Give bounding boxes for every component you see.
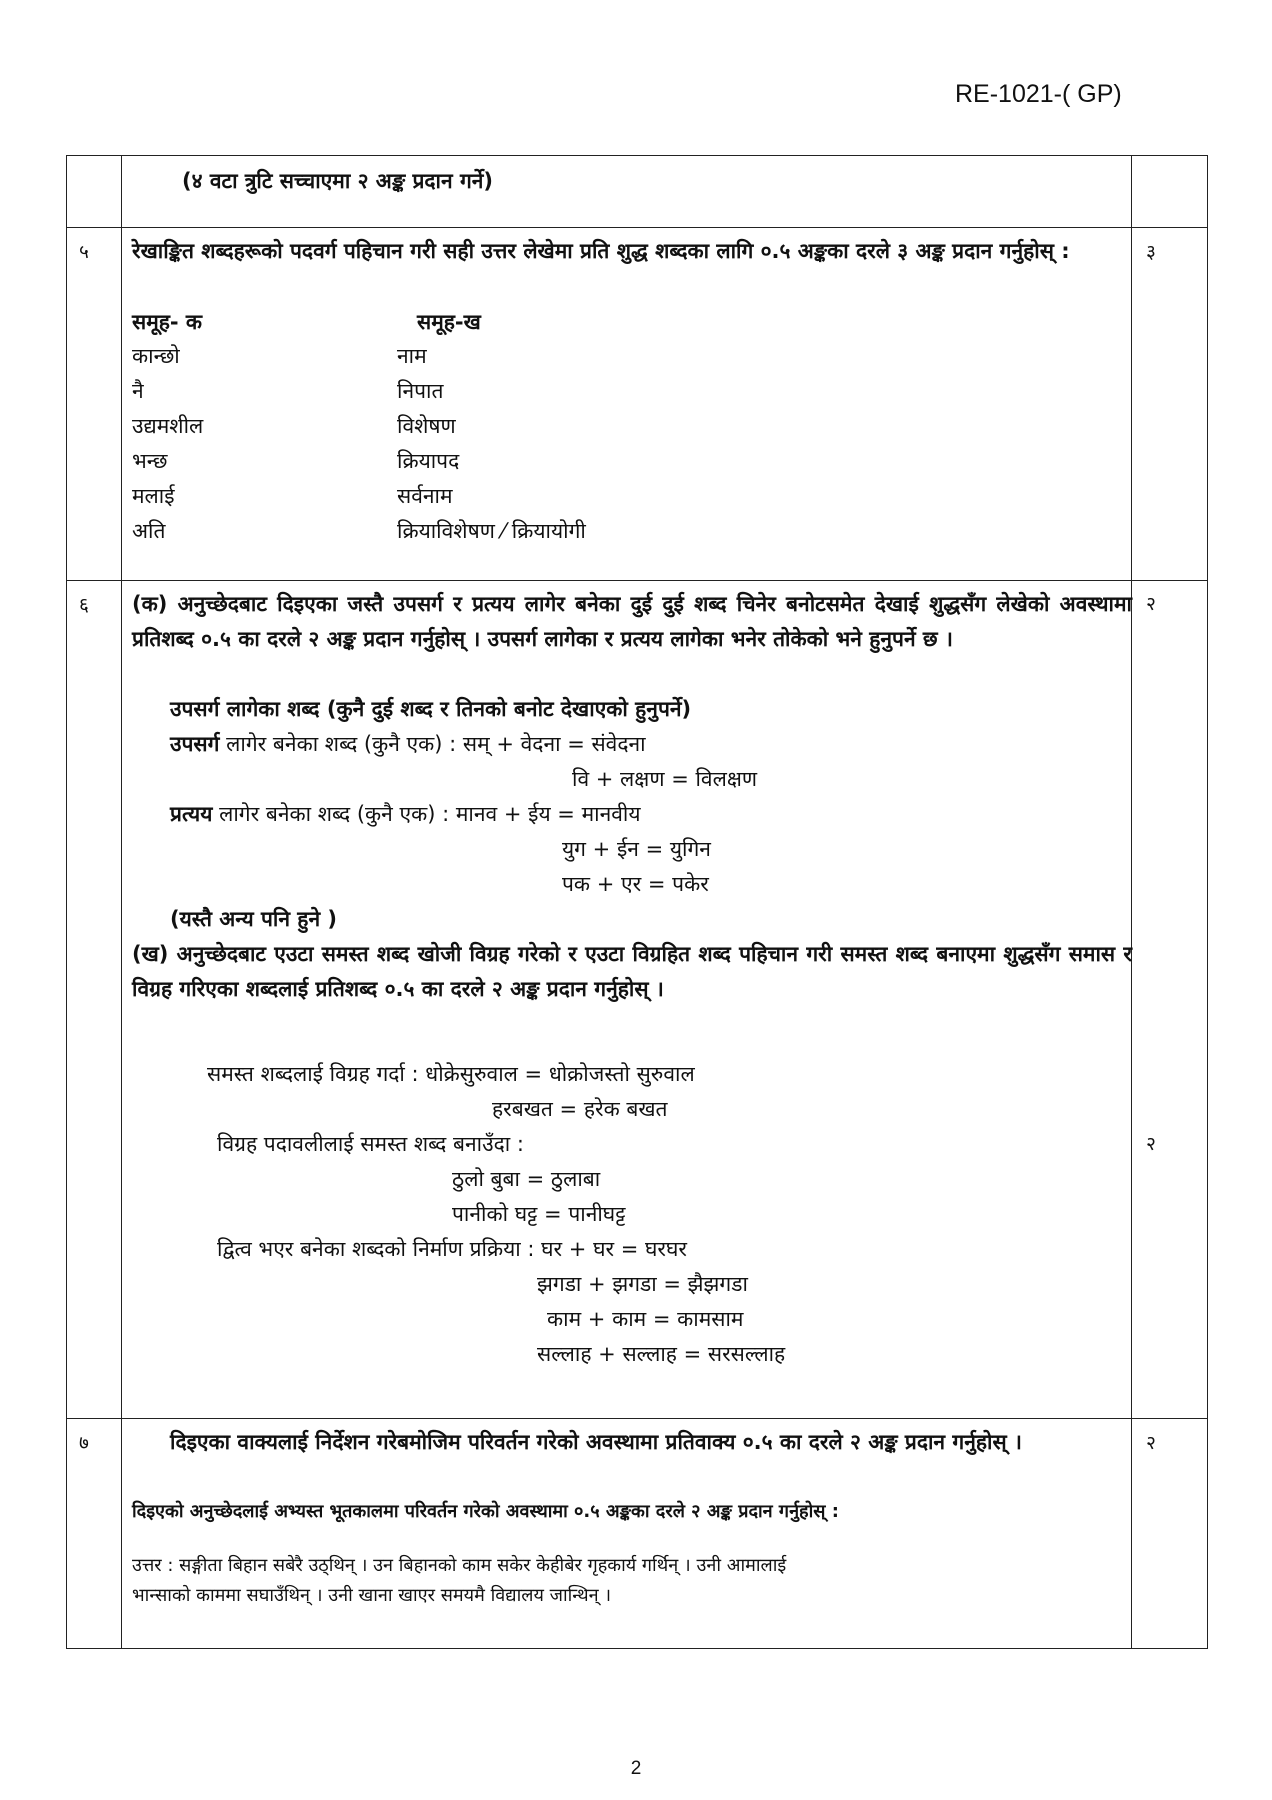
group-a-item: नै <box>132 379 144 403</box>
document-code: RE-1021-( GP) <box>955 80 1122 108</box>
group-a-item: उद्यमशील <box>132 414 204 438</box>
marks-cell <box>1132 581 1208 1419</box>
question-number: ५ <box>67 228 122 581</box>
group-a-header: समूह- क <box>132 310 203 334</box>
page-number: 2 <box>630 1758 642 1779</box>
question-number <box>67 156 122 228</box>
row-question-6 <box>67 581 1208 1419</box>
part-b-instruction: (ख) अनुच्छेदबाट एउटा समस्त शब्द खोजी विग्रह गरेको र एउटा विग्रहित शब्द पहिचान गरी समस्त शब्द बनाएमा शुद्धसँग समास र विग्रह गरिएका शब्दलाई प्रतिशब्द ०.५ का दरले २ अङ्क प्रदान गर्नुहोस् । <box>132 942 1132 1001</box>
suffix-example: लागेर बनेका शब्द (कुनै एक) : मानव + ईय = मानवीय <box>219 802 641 826</box>
prefix-example: वि + लक्षण = विलक्षण <box>572 767 758 791</box>
compound-example: सल्लाह + सल्लाह = सरसल्लाह <box>537 1342 786 1366</box>
row-continuation <box>67 156 1208 228</box>
group-b-item: विशेषण <box>397 414 456 438</box>
part-a-subheading: उपसर्ग लागेका शब्द (कुनै दुई शब्द र तिनको बनोट देखाएको हुनुपर्ने) <box>170 697 692 721</box>
prefix-label: उपसर्ग <box>170 732 220 756</box>
marks-note: (४ वटा त्रुटि सच्चाएमा २ अङ्क प्रदान गर्ने) <box>182 169 494 193</box>
compound-example: द्वित्व भएर बनेका शब्दको निर्माण प्रक्रिया : घर + घर = घरघर <box>217 1237 688 1261</box>
row-content <box>122 581 1132 1419</box>
answer-line: भान्साको काममा सघाउँथिन् । उनी खाना खाएर समयमै विद्यालय जान्थिन् । <box>132 1585 612 1606</box>
row-question-7 <box>67 1419 1208 1649</box>
marks-cell <box>1132 156 1208 228</box>
question-number: ७ <box>67 1419 122 1649</box>
compound-example: झगडा + झगडा = झैझगडा <box>537 1272 748 1296</box>
marks-part-a: २ <box>1146 593 1156 615</box>
marks-part-b: २ <box>1146 1133 1156 1155</box>
compound-example: विग्रह पदावलीलाई समस्त शब्द बनाउँदा : <box>217 1132 524 1156</box>
row-content <box>122 156 1132 228</box>
group-b-item: क्रियाविशेषण ⁄ क्रियायोगी <box>397 519 586 543</box>
compound-example: काम + काम = कामसाम <box>547 1307 744 1331</box>
group-a-item: अति <box>132 519 166 543</box>
compound-example: समस्त शब्दलाई विग्रह गर्दा : धोक्रेसुरुवाल = धोक्रोजस्तो सुरुवाल <box>207 1062 695 1086</box>
marks-cell: २ <box>1132 1419 1208 1649</box>
group-b-item: सर्वनाम <box>397 484 453 508</box>
question-instruction: दिइएका वाक्यलाई निर्देशन गरेबमोजिम परिवर्तन गरेको अवस्थामा प्रतिवाक्य ०.५ का दरले २ अङ्क प्रदान गर्नुहोस् । <box>170 1430 1022 1454</box>
part-a-instruction: (क) अनुच्छेदबाट दिइएका जस्तै उपसर्ग र प्रत्यय लागेर बनेका दुई दुई शब्द चिनेर बनोटसमेत देखाई शुद्धसँग लेखेको अवस्थामा प्रतिशब्द ०.५ का दरले २ अङ्क प्रदान गर्नुहोस् । उपसर्ग लागेका र प्रत्यय लागेका भनेर तोकेको भने हुनुपर्ने छ । <box>132 592 1132 651</box>
row-question-5 <box>67 228 1208 581</box>
group-b-item: नाम <box>397 344 427 368</box>
row-content <box>122 228 1132 581</box>
sub-instruction: दिइएको अनुच्छेदलाई अभ्यस्त भूतकालमा परिवर्तन गरेको अवस्थामा ०.५ अङ्कका दरले २ अङ्क प्रदान गर्नुहोस् : <box>132 1501 839 1522</box>
group-a-item: भन्छ <box>132 449 168 473</box>
question-instruction: रेखाङ्कित शब्दहरूको पदवर्ग पहिचान गरी सही उत्तर लेखेमा प्रति शुद्ध शब्दका लागि ०.५ अङ्कका दरले ३ अङ्क प्रदान गर्नुहोस् : <box>132 239 1070 263</box>
question-number: ६ <box>67 581 122 1419</box>
marking-scheme-table <box>66 155 1208 1649</box>
suffix-label: प्रत्यय <box>170 802 213 826</box>
compound-example: पानीको घट्ट = पानीघट्ट <box>452 1202 626 1226</box>
marks-cell: ३ <box>1132 228 1208 581</box>
group-b-item: क्रियापद <box>397 449 460 473</box>
part-a-note: (यस्तै अन्य पनि हुने ) <box>170 907 338 931</box>
group-b-header: समूह-ख <box>417 310 481 334</box>
answer-line: उत्तर : सङ्गीता बिहान सबेरै उठ्थिन् । उन बिहानको काम सकेर केहीबेर गृहकार्य गर्थिन् । उनी आमालाई <box>132 1555 787 1576</box>
prefix-example: लागेर बनेका शब्द (कुनै एक) : सम् + वेदना = संवेदना <box>226 732 646 756</box>
prefix-example-line <box>170 727 646 761</box>
suffix-example-line <box>170 797 641 831</box>
compound-example: हरबखत = हरेक बखत <box>492 1097 668 1121</box>
group-a-item: मलाई <box>132 484 175 508</box>
compound-example: ठुलो बुबा = ठुलाबा <box>452 1167 601 1191</box>
suffix-example: पक + एर = पकेर <box>562 872 709 896</box>
group-b-item: निपात <box>397 379 444 403</box>
suffix-example: युग + ईन = युगिन <box>562 837 711 861</box>
row-content <box>122 1419 1132 1649</box>
group-a-item: कान्छो <box>132 344 180 368</box>
